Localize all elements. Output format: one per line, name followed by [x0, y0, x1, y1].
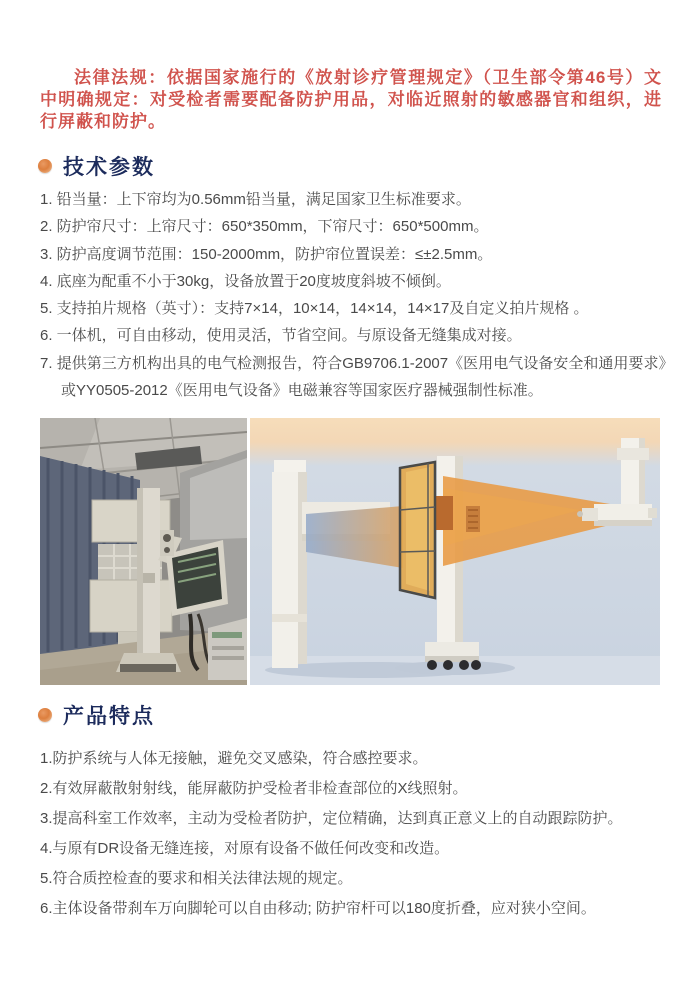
- list-item: 2. 防护帘尺寸：上帘尺寸：650*350mm，下帘尺寸：650*500mm。: [40, 218, 489, 236]
- list-item: 1. 铅当量：上下帘均为0.56mm铅当量，满足国家卫生标准要求。: [40, 191, 471, 208]
- list-item: 5.符合质控检查的要求和相关法律法规的规定。: [40, 870, 353, 887]
- section-title: 产品特点: [63, 705, 155, 728]
- orange-bullet-icon: [38, 159, 52, 173]
- list-item: 7. 提供第三方机构出具的电气检测报告，符合GB9706.1-2007《医用电气设备安全和通用要求》或YY0505-2012《医用电气设备》电磁兼容等国家医疗器械强制性标准。: [40, 354, 666, 400]
- list-item: 4.与原有DR设备无缝连接，对原有设备不做任何改变和改造。: [40, 840, 450, 857]
- section-title: 技术参数: [63, 156, 155, 179]
- list-item: 6. 一体机，可自由移动，使用灵活，节省空间。与原设备无缝集成对接。: [40, 327, 522, 345]
- list-item: 6.主体设备带刹车万向脚轮可以自由移动; 防护帘杆可以180度折叠，应对狭小空间。: [40, 900, 596, 917]
- list-item: 3. 防护高度调节范围：150-2000mm，防护帘位置误差：≤±2.5mm。: [40, 245, 493, 263]
- list-item: 5. 支持拍片规格（英寸）：支持7×14，10×14，14×14，14×17及自定义拍片规格 。: [40, 300, 589, 318]
- product-features-list: [40, 744, 666, 924]
- list-item: 1.防护系统与人体无接触，避免交叉感染，符合感控要求。: [40, 750, 428, 767]
- list-item: 4. 底座为配重不小于30kg，设备放置于20度坡度斜坡不倾倒。: [40, 272, 451, 290]
- list-item: 2.有效屏蔽散射射线，能屏蔽防护受检者非检查部位的X线照射。: [40, 780, 468, 797]
- image-row: [40, 418, 660, 685]
- photo-xray-room: [40, 418, 247, 685]
- list-item: 3.提高科室工作效率，主动为受检者防护，定位精确，达到真正意义上的自动跟踪防护。: [40, 810, 623, 827]
- section-header-tech-params: [38, 151, 155, 181]
- orange-bullet-icon: [38, 708, 52, 722]
- tech-params-list: [40, 186, 666, 404]
- legal-notice: 法律法规：依据国家施行的《放射诊疗管理规定》（卫生部令第46号）文中明确规定：对受检者需要配备防护用品，对临近照射的敏感器官和组织，进行屏蔽和防护。: [40, 68, 662, 131]
- section-header-product-features: [38, 700, 155, 730]
- render-protection-diagram: [250, 418, 660, 685]
